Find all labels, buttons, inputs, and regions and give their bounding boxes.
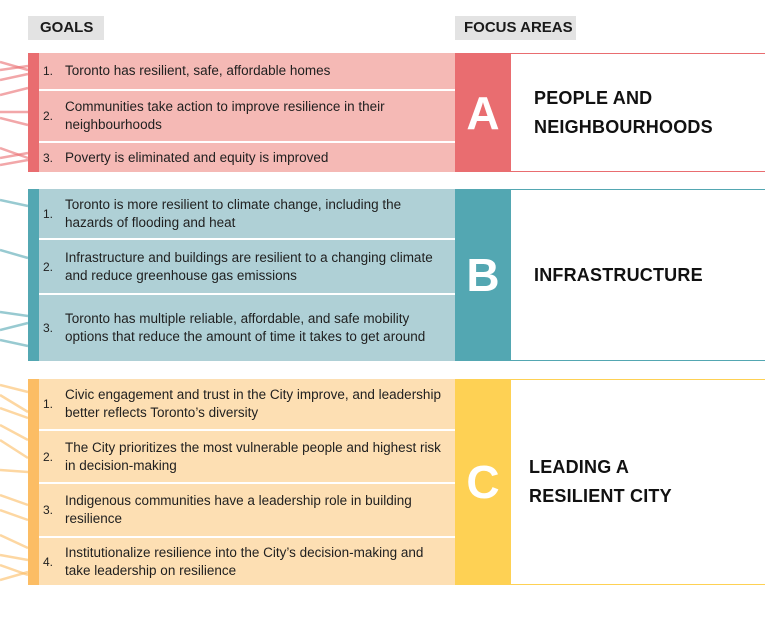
connector-line <box>0 572 28 580</box>
goal-item <box>39 295 455 361</box>
goal-number: 2. <box>43 259 54 274</box>
goal-accent-bar <box>28 379 39 585</box>
focus-letter: C <box>455 379 511 585</box>
connector-line <box>0 250 28 258</box>
goal-text: Poverty is eliminated and equity is improved <box>65 149 329 165</box>
focus-letter: B <box>455 189 511 361</box>
connector-line <box>0 312 28 316</box>
focus-letter: A <box>455 53 511 172</box>
goal-item <box>39 240 455 293</box>
connector-line <box>0 200 28 206</box>
goal-accent-bar <box>28 189 39 361</box>
goal-item <box>39 431 455 482</box>
goal-text: Toronto has multiple reliable, affordable, and safe mobility options that reduce the amount of time it takes to get around <box>65 311 426 344</box>
goal-number: 1. <box>43 206 54 221</box>
connector-line <box>0 440 28 458</box>
focus-area-label: LEADING A RESILIENT CITY <box>529 457 672 506</box>
goal-number: 1. <box>43 397 54 411</box>
goal-number: 1. <box>43 64 54 78</box>
goal-accent-bar <box>28 53 39 172</box>
goal-number: 3. <box>43 150 54 165</box>
goal-item <box>39 538 455 585</box>
connector-line <box>0 323 28 330</box>
goal-text: Communities take action to improve resilience in their neighbourhoods <box>65 99 385 132</box>
connector-line <box>0 535 28 548</box>
focus-area-title <box>511 189 765 361</box>
goal-number: 2. <box>43 109 54 123</box>
connector-line <box>0 425 28 440</box>
goal-text: Toronto has resilient, safe, affordable homes <box>65 63 331 78</box>
connector-line <box>0 555 28 560</box>
goal-number: 2. <box>43 449 54 464</box>
connector-line <box>0 495 28 505</box>
focus-area-title <box>511 53 765 172</box>
goal-number: 4. <box>43 554 54 569</box>
focus-areas-header: FOCUS AREAS <box>455 16 576 40</box>
goal-item <box>39 143 455 172</box>
goal-item <box>39 379 455 429</box>
goals-header: GOALS <box>28 16 104 40</box>
goal-item <box>39 91 455 141</box>
connector-line <box>0 160 28 165</box>
goal-text: Civic engagement and trust in the City improve, and leadership better reflects Toronto’s diversity <box>65 387 441 420</box>
connector-line <box>0 470 28 472</box>
focus-area-label: PEOPLE AND NEIGHBOURHOODS <box>534 87 713 137</box>
connector-line <box>0 118 28 125</box>
goal-text: Infrastructure and buildings are resilient to a changing climate and reduce greenhouse gas emissions <box>65 249 433 283</box>
goal-text: Indigenous communities have a leadership role in building resilience <box>65 493 412 526</box>
goal-item <box>39 189 455 238</box>
connector-line <box>0 88 28 95</box>
goal-item <box>39 484 455 536</box>
connector-line <box>0 340 28 346</box>
goal-text: Institutionalize resilience into the City’s decision-making and take leadership on resilience <box>65 544 424 578</box>
goal-number: 3. <box>43 503 54 517</box>
goal-item <box>39 53 455 89</box>
connector-line <box>0 74 28 80</box>
goal-number: 3. <box>43 321 54 335</box>
connector-line <box>0 510 28 520</box>
focus-area-title <box>511 379 765 585</box>
goal-text: Toronto is more resilient to climate change, including the hazards of flooding and heat <box>65 196 402 230</box>
focus-area-label: INFRASTRUCTURE <box>534 264 703 285</box>
goal-text: The City prioritizes the most vulnerable people and highest risk in decision-making <box>65 439 441 473</box>
connector-line <box>0 385 28 392</box>
